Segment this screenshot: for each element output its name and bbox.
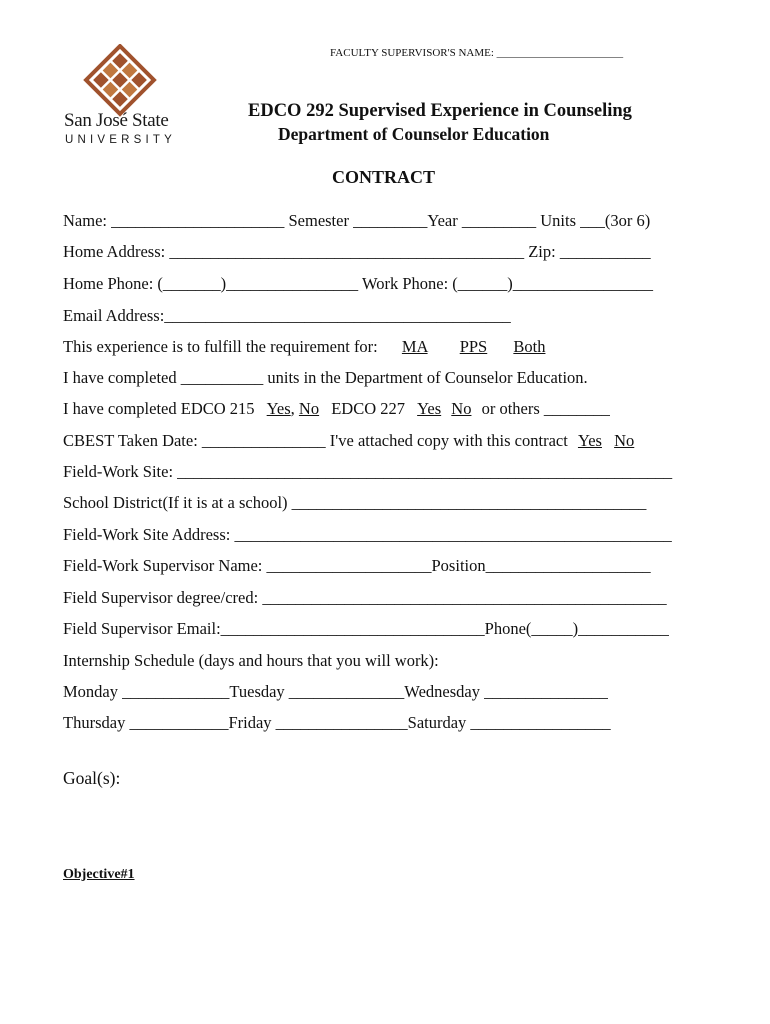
school-district-line[interactable]: School District(If it is at a school) ___________________________________________ [63,493,647,512]
option-ma[interactable]: MA [401,337,428,356]
name-semester-line[interactable]: Name: _____________________ Semester _________Year _________ Units ___(3or 6) [63,211,651,230]
requirement-line [63,337,545,357]
supervisor-email-line[interactable]: Field Supervisor Email:________________________________Phone(_____)___________ [63,619,669,638]
logo-wordmark: San José State [64,110,169,131]
course-title: EDCO 292 Supervised Experience in Counseling [248,101,632,121]
option-both[interactable]: Both [513,337,546,356]
objective-label: Objective#1 [63,867,135,882]
supervisor-name-line[interactable]: Field-Work Supervisor Name: ____________________Position____________________ [63,556,651,575]
home-address-line[interactable]: Home Address: ___________________________________________ Zip: ___________ [63,242,651,261]
faculty-supervisor-field[interactable]: FACULTY SUPERVISOR'S NAME: _______________________ [330,47,624,59]
edco-line: I have completed EDCO 215 Yes, No EDCO 227 Yes No or others ________ [63,399,610,418]
phone-line[interactable]: Home Phone: (_______)________________ Work Phone: (______)_________________ [63,274,654,293]
cbest-yes[interactable]: Yes [577,431,602,450]
edco-others[interactable]: or others ________ [481,399,610,418]
logo-subtext: UNIVERSITY [65,134,177,146]
goals-label: Goal(s): [63,768,121,788]
requirement-label: This experience is to fulfill the requirement for: [63,337,378,356]
site-address-line[interactable]: Field-Work Site Address: _____________________________________________________ [63,525,672,544]
edco-215-no[interactable]: No [298,399,320,418]
university-logo-icon [62,44,177,148]
edco-227-yes[interactable]: Yes [417,399,442,418]
edco-215-label: I have completed EDCO 215 [63,399,255,418]
edco-215-yes[interactable]: Yes [266,399,291,418]
units-completed-line[interactable]: I have completed __________ units in the Department of Counselor Education. [63,368,588,387]
cbest-line [63,431,634,451]
supervisor-degree-line[interactable]: Field Supervisor degree/cred: _________________________________________________ [63,588,667,607]
schedule-intro: Internship Schedule (days and hours that you will work): [63,651,439,670]
edco-227-no[interactable]: No [451,399,472,418]
edco-227-label: EDCO 227 [331,399,406,418]
cbest-label[interactable]: CBEST Taken Date: _______________ I've attached copy with this contract [63,431,568,450]
option-pps[interactable]: PPS [459,337,488,356]
schedule-row-2[interactable]: Thursday ____________Friday ________________Saturday _________________ [63,713,611,732]
email-line[interactable]: Email Address:__________________________________________ [63,306,511,325]
contract-heading: CONTRACT [332,167,436,187]
schedule-row-1[interactable]: Monday _____________Tuesday ______________Wednesday _______________ [63,682,608,701]
fieldwork-site-line[interactable]: Field-Work Site: ____________________________________________________________ [63,462,673,481]
department-title: Department of Counselor Education [278,124,550,144]
cbest-no[interactable]: No [614,431,635,450]
